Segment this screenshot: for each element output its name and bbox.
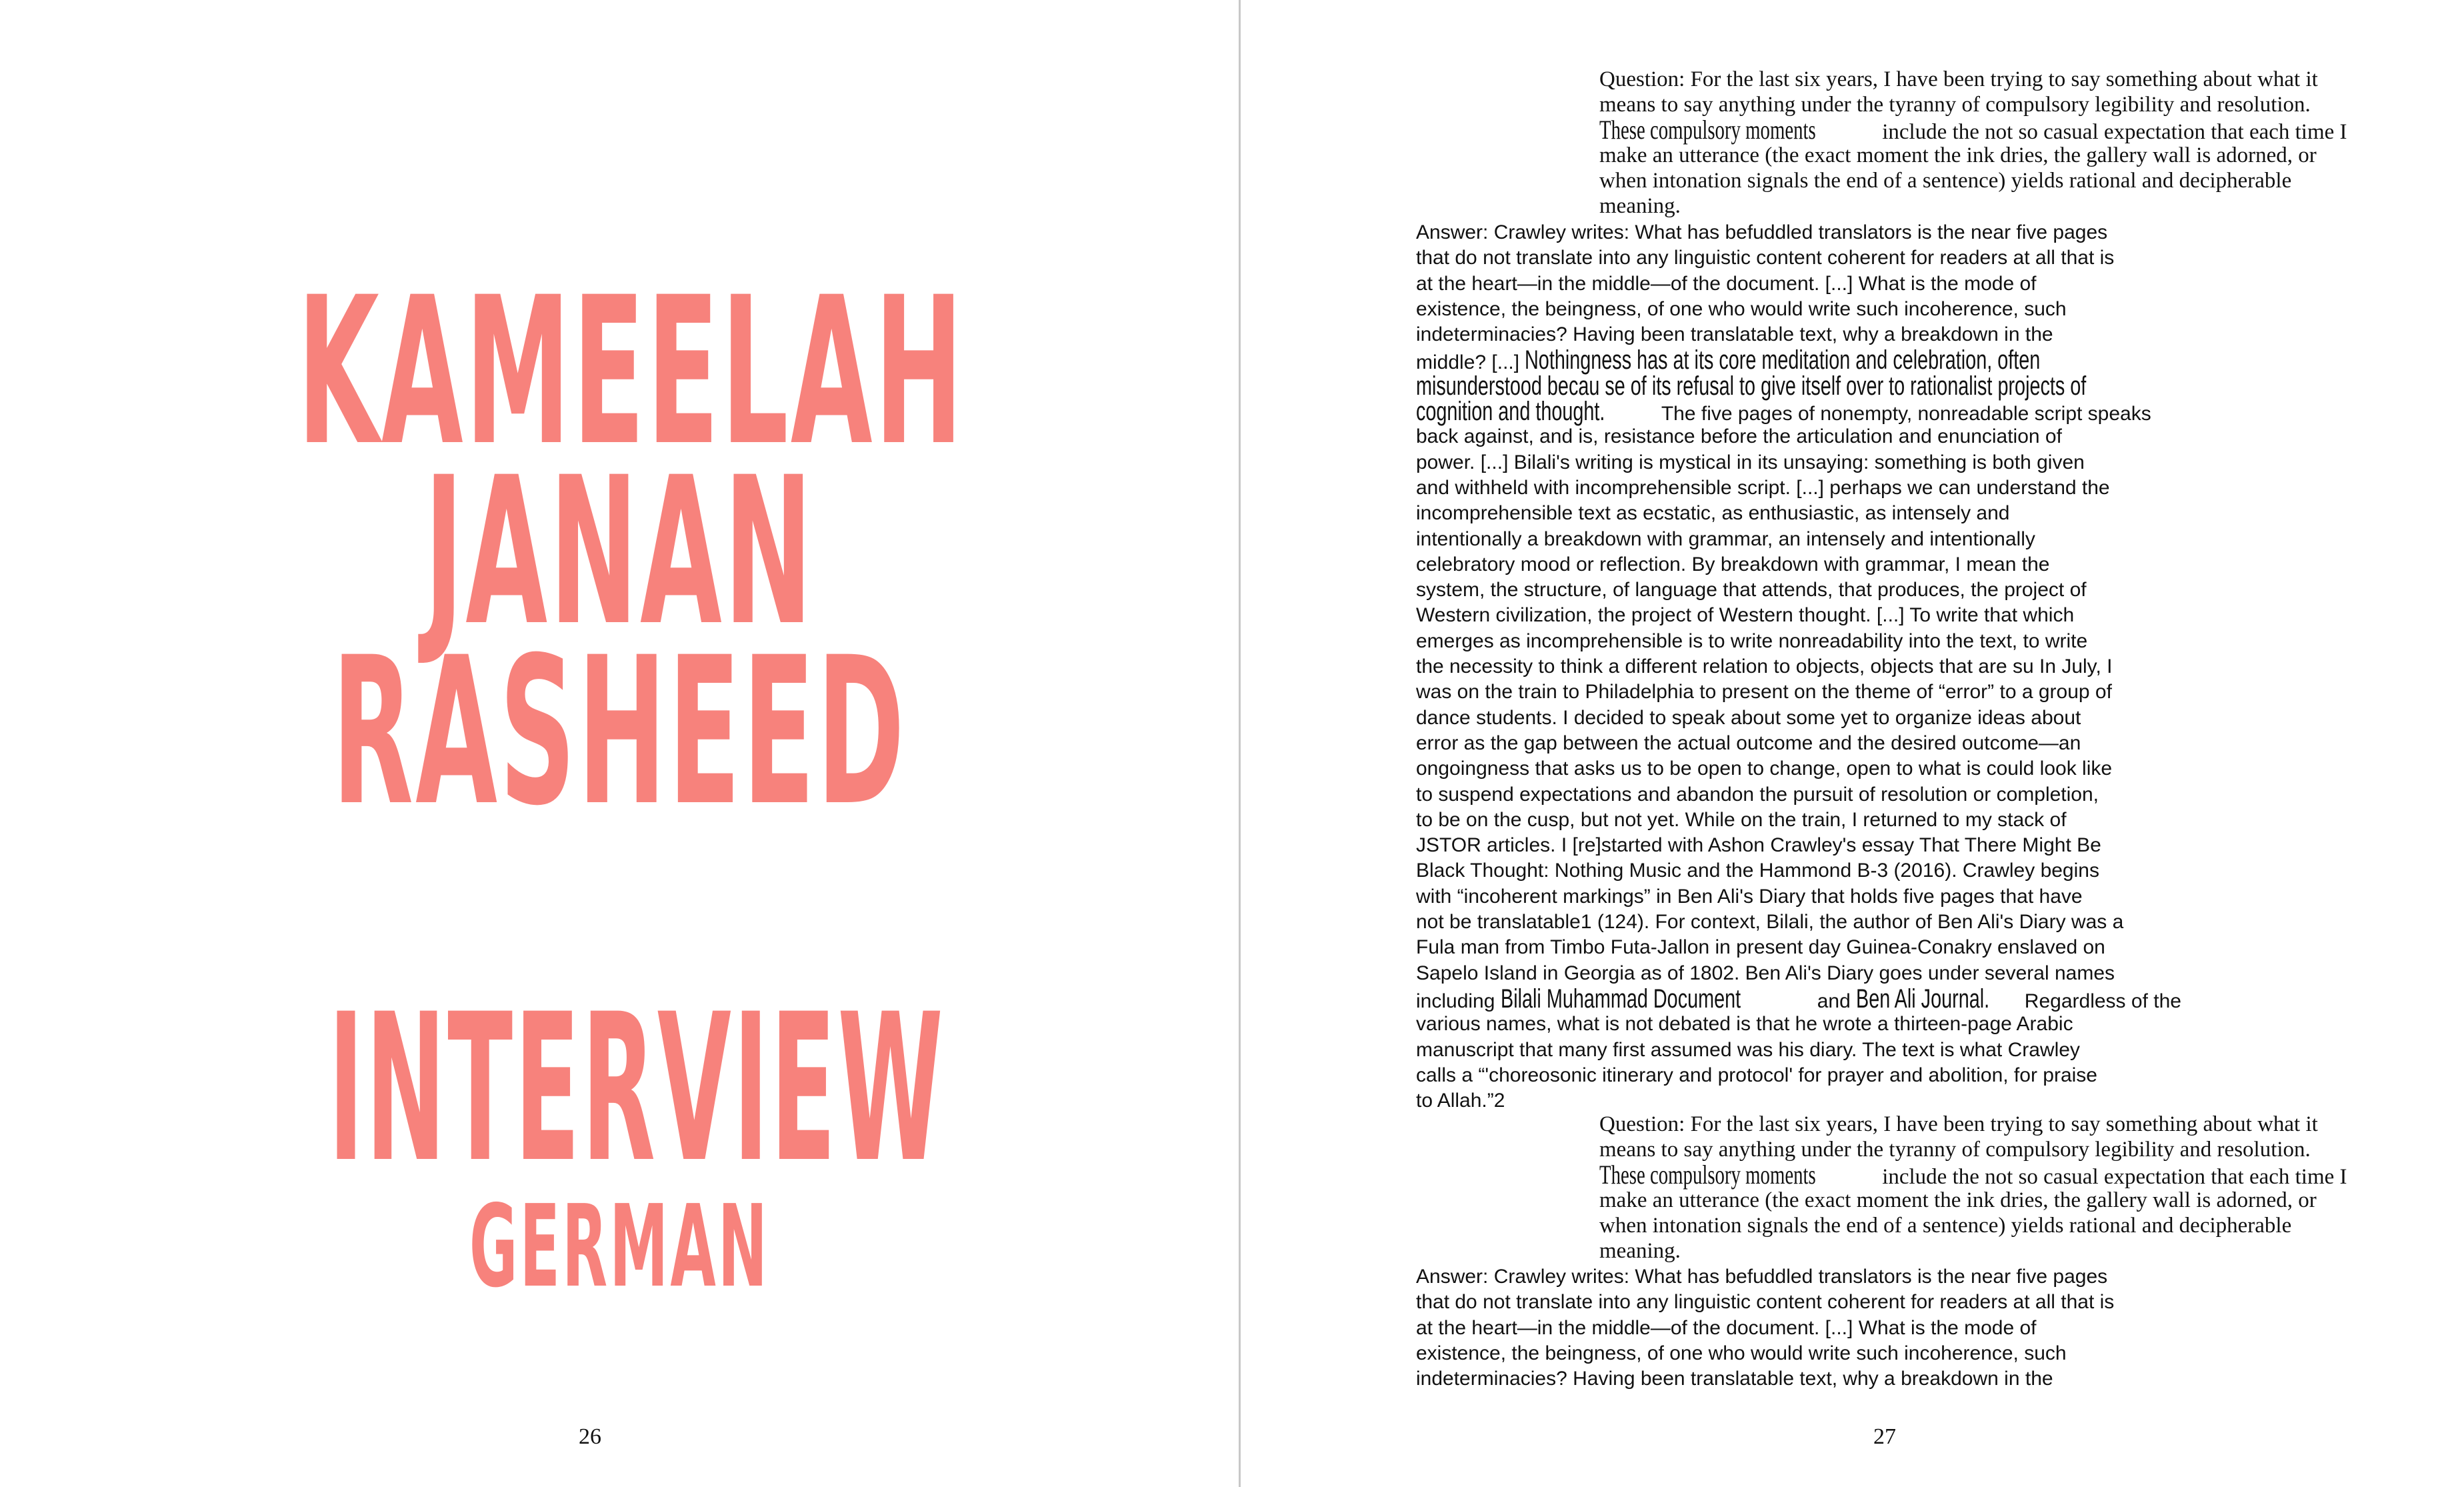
question-line: when intonation signals the end of a sentence) yields rational and decipherable (1599, 169, 2292, 193)
answer-line: was on the train to Philadelphia to present on the theme of “error” to a group of (1416, 681, 2112, 703)
title-line-2: JANAN (424, 433, 815, 670)
question-block-1 (1599, 67, 2379, 219)
answer-line: back against, and is, resistance before the articulation and enunciation of (1416, 425, 2062, 448)
condensed-phrase: Ben Ali Journal. (1856, 984, 1990, 1014)
answer-line: Answer: Crawley writes: What has befuddled translators is the near five pages (1416, 1266, 2108, 1288)
question-line-text: include the not so casual expectation that each time I (1876, 120, 2347, 144)
condensed-phrase: Nothingness has at its core meditation and celebration, often (1525, 345, 2041, 375)
page-number-right: 27 (1873, 1424, 1896, 1449)
answer-line: Fula man from Timbo Futa-Jallon in present day Guinea-Conakry enslaved on (1416, 936, 2105, 959)
right-page (1241, 0, 2464, 1487)
answer-line: to suspend expectations and abandon the pursuit of resolution or completion, (1416, 783, 2099, 806)
question-line (1599, 1162, 2379, 1188)
condensed-phrase: misunderstood becau se of its refusal to give itself over to rationalist projects of (1416, 371, 2087, 401)
book-gutter (1239, 0, 1241, 1487)
answer-line: calls a “'choreosonic itinerary and protocol' for prayer and abolition, for praise (1416, 1064, 2097, 1086)
answer-line: middle? [...] Nothingness has at its core meditation and celebration, often (1416, 345, 2041, 375)
answer-block-2 (1416, 1264, 2163, 1392)
question-line: when intonation signals the end of a sentence) yields rational and decipherable (1599, 1214, 2292, 1238)
answer-line: emerges as incomprehensible is to write nonreadability into the text, to write (1416, 629, 2088, 652)
question-line: means to say anything under the tyranny of compulsory legibility and resolution. (1599, 93, 2311, 117)
answer-line: including Bilali Muhammad Document and Ben Ali Journal. Regardless of the (1416, 984, 2181, 1014)
page-number-left: 26 (579, 1424, 601, 1449)
title-line-3: RASHEED (331, 613, 907, 850)
question-line (1599, 117, 2379, 143)
answer-line: the necessity to think a different relation to objects, objects that are su In July, I (1416, 655, 2113, 678)
answer-line: at the heart—in the middle—of the document. [...] What is the mode of (1416, 272, 2037, 295)
answer-line (1416, 373, 2163, 399)
answer-line: power. [...] Bilali's writing is mystical in its unsaying: something is both given (1416, 451, 2085, 473)
answer-line: existence, the beingness, of one who would write such incoherence, such (1416, 1342, 2067, 1364)
subtitle-interview: INTERVIEW (328, 970, 945, 1207)
answer-line: system, the structure, of language that attends, that produces, the project of (1416, 579, 2087, 601)
question-line-text: include the not so casual expectation that each time I (1876, 1165, 2347, 1189)
answer-line: celebratory mood or reflection. By breakdown with grammar, I mean the (1416, 553, 2050, 575)
question-line: meaning. (1599, 1239, 1681, 1263)
answer-line: and withheld with incomprehensible script. [...] perhaps we can understand the (1416, 476, 2110, 499)
answer-line: Black Thought: Nothing Music and the Hammond B-3 (2016). Crawley begins (1416, 860, 2099, 882)
answer-line: Western civilization, the project of Western thought. [...] To write that which (1416, 604, 2075, 627)
answer-line: JSTOR articles. I [re]started with Ashon Crawley's essay That There Might Be (1416, 834, 2101, 857)
answer-line: ongoingness that asks us to be open to change, open to what is could look like (1416, 758, 2113, 780)
condensed-phrase: Bilali Muhammad Document (1500, 984, 1741, 1014)
answer-line: intentionally a breakdown with grammar, an intensely and intentionally (1416, 527, 2035, 550)
answer-line: indeterminacies? Having been translatable text, why a breakdown in the (1416, 323, 2053, 346)
title-line-1: KAMEELAH (297, 253, 965, 490)
answer-block-1 (1416, 220, 2181, 1114)
answer-line: incomprehensible text as ecstatic, as enthusiastic, as intensely and (1416, 502, 2010, 525)
condensed-phrase: These compulsory moments (1599, 1160, 1816, 1190)
answer-line: with “incoherent markings” in Ben Ali's Diary that holds five pages that have (1416, 885, 2083, 908)
answer-line: manuscript that many first assumed was his diary. The text is what Crawley (1416, 1038, 2080, 1061)
question-line: meaning. (1599, 194, 1681, 218)
question-block-2 (1599, 1112, 2379, 1264)
condensed-phrase: cognition and thought. (1416, 397, 1605, 427)
question-line: make an utterance (the exact moment the ink dries, the gallery wall is adorned, or (1599, 1188, 2317, 1212)
question-line: make an utterance (the exact moment the ink dries, the gallery wall is adorned, or (1599, 143, 2317, 167)
answer-line: to Allah.”2 (1416, 1090, 1505, 1112)
language-label: GERMAN (469, 1181, 770, 1313)
answer-line: indeterminacies? Having been translatable text, why a breakdown in the (1416, 1368, 2053, 1390)
answer-line: dance students. I decided to speak about some yet to organize ideas about (1416, 706, 2081, 729)
answer-line: various names, what is not debated is that he wrote a thirteen-page Arabic (1416, 1013, 2073, 1036)
answer-line: cognition and thought. The five pages of nonempty, nonreadable script speaks (1416, 397, 2151, 427)
answer-line: error as the gap between the actual outcome and the desired outcome—an (1416, 731, 2081, 754)
answer-line: existence, the beingness, of one who would write such incoherence, such (1416, 297, 2067, 320)
condensed-phrase: These compulsory moments (1599, 115, 1816, 145)
answer-line: not be translatable1 (124). For context, Bilali, the author of Ben Ali's Diary was a (1416, 911, 2124, 934)
answer-line: that do not translate into any linguistic content coherent for readers at all that is (1416, 1291, 2115, 1314)
answer-line: to be on the cusp, but not yet. While on the train, I returned to my stack of (1416, 808, 2067, 831)
question-line: means to say anything under the tyranny of compulsory legibility and resolution. (1599, 1138, 2311, 1162)
question-line: Question: For the last six years, I have been trying to say something about what it (1599, 67, 2318, 91)
question-line: Question: For the last six years, I have been trying to say something about what it (1599, 1112, 2318, 1136)
answer-line: that do not translate into any linguistic content coherent for readers at all that is (1416, 247, 2115, 269)
answer-line: at the heart—in the middle—of the document. [...] What is the mode of (1416, 1316, 2037, 1339)
answer-line: Sapelo Island in Georgia as of 1802. Ben Ali's Diary goes under several names (1416, 962, 2115, 984)
answer-line: Answer: Crawley writes: What has befuddled translators is the near five pages (1416, 221, 2108, 243)
